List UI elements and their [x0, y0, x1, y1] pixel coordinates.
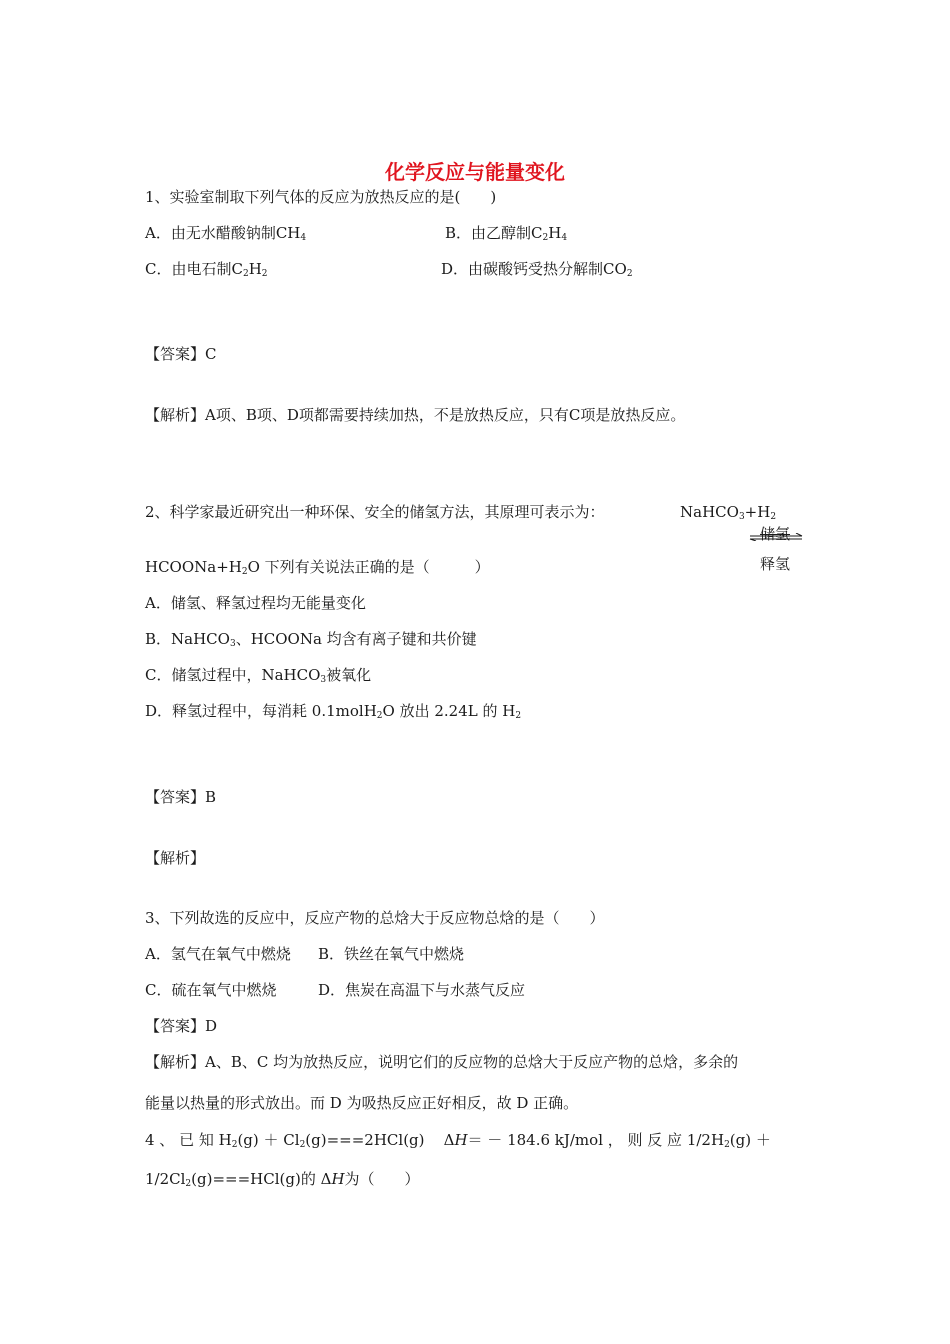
q4-line1: 4 、 已 知 $H_2(g) + Cl_2(g)===2HCl(g)$ ΔH＝ － 184.6 kJ/mol ， 则 反 应 $1/2H_2(g)$ ＋ — [145, 1131, 771, 1150]
q3-option-a: A．氢气在氧气中燃烧 — [145, 945, 291, 963]
q1-analysis: 【解析】A项、B项、D项都需要持续加热，不是放热反应，只有C项是放热反应。 — [145, 406, 686, 424]
q3-option-c: C．硫在氧气中燃烧 — [145, 981, 277, 999]
q1-option-d: D．由碳酸钙受热分解制$CO_2$ — [441, 260, 633, 279]
reversible-arrow-icon — [748, 533, 804, 541]
q2-option-d: D．释氢过程中，每消耗 0.1molH$_2$O 放出 2.24L 的 $H_2$ — [145, 702, 522, 721]
q2-answer: 【答案】B — [145, 788, 217, 806]
q3-stem: 3、下列故选的反应中，反应产物的总焓大于反应物总焓的是（ ） — [145, 909, 605, 927]
q3-analysis-line2: 能量以热量的形式放出。而 D 为吸热反应正好相反，故 D 正确。 — [145, 1094, 579, 1112]
q1-option-c: C．由电石制$C_2H_2$ — [145, 260, 268, 279]
q3-analysis-line1: 【解析】A、B、C 均为放热反应，说明它们的反应物的总焓大于反应产物的总焓，多余的 — [145, 1053, 739, 1071]
page-title: 化学反应与能量变化 — [385, 160, 565, 184]
q2-option-c: C．储氢过程中，NaHCO$_3$被氧化 — [145, 666, 372, 685]
q4-line2: $1/2Cl_2(g)===HCl(g)$的 ΔH为（ ） — [145, 1170, 420, 1189]
q3-option-d: D．焦炭在高温下与水蒸气反应 — [318, 981, 526, 999]
q2-analysis: 【解析】 — [145, 849, 206, 867]
q2-arrow-bottom-label: 释氢 — [760, 555, 791, 573]
q1-option-b: B．由乙醇制$C_2H_4$ — [445, 224, 568, 243]
q1-option-a: A．由无水醋酸钠制$CH_4$ — [145, 224, 307, 243]
q3-answer: 【答案】D — [145, 1017, 218, 1035]
q1-stem: 1、实验室制取下列气体的反应为放热反应的是( ) — [145, 188, 497, 206]
q2-equation-left: $NaHCO_3+H_2$ — [680, 503, 777, 522]
q2-option-a: A．储氢、释氢过程均无能量变化 — [145, 594, 366, 612]
q2-stem: 2、科学家最近研究出一种环保、安全的储氢方法，其原理可表示为： — [145, 503, 605, 521]
q1-answer: 【答案】C — [145, 345, 217, 363]
q2-arrow-top-label: 储氢 — [760, 525, 791, 543]
q3-option-b: B．铁丝在氧气中燃烧 — [318, 945, 465, 963]
q2-option-b: B．NaHCO$_3$、HCOONa 均含有离子键和共价键 — [145, 630, 477, 649]
q2-equation-line2: $HCOONa+H_2O$ 下列有关说法正确的是（ ） — [145, 558, 490, 577]
